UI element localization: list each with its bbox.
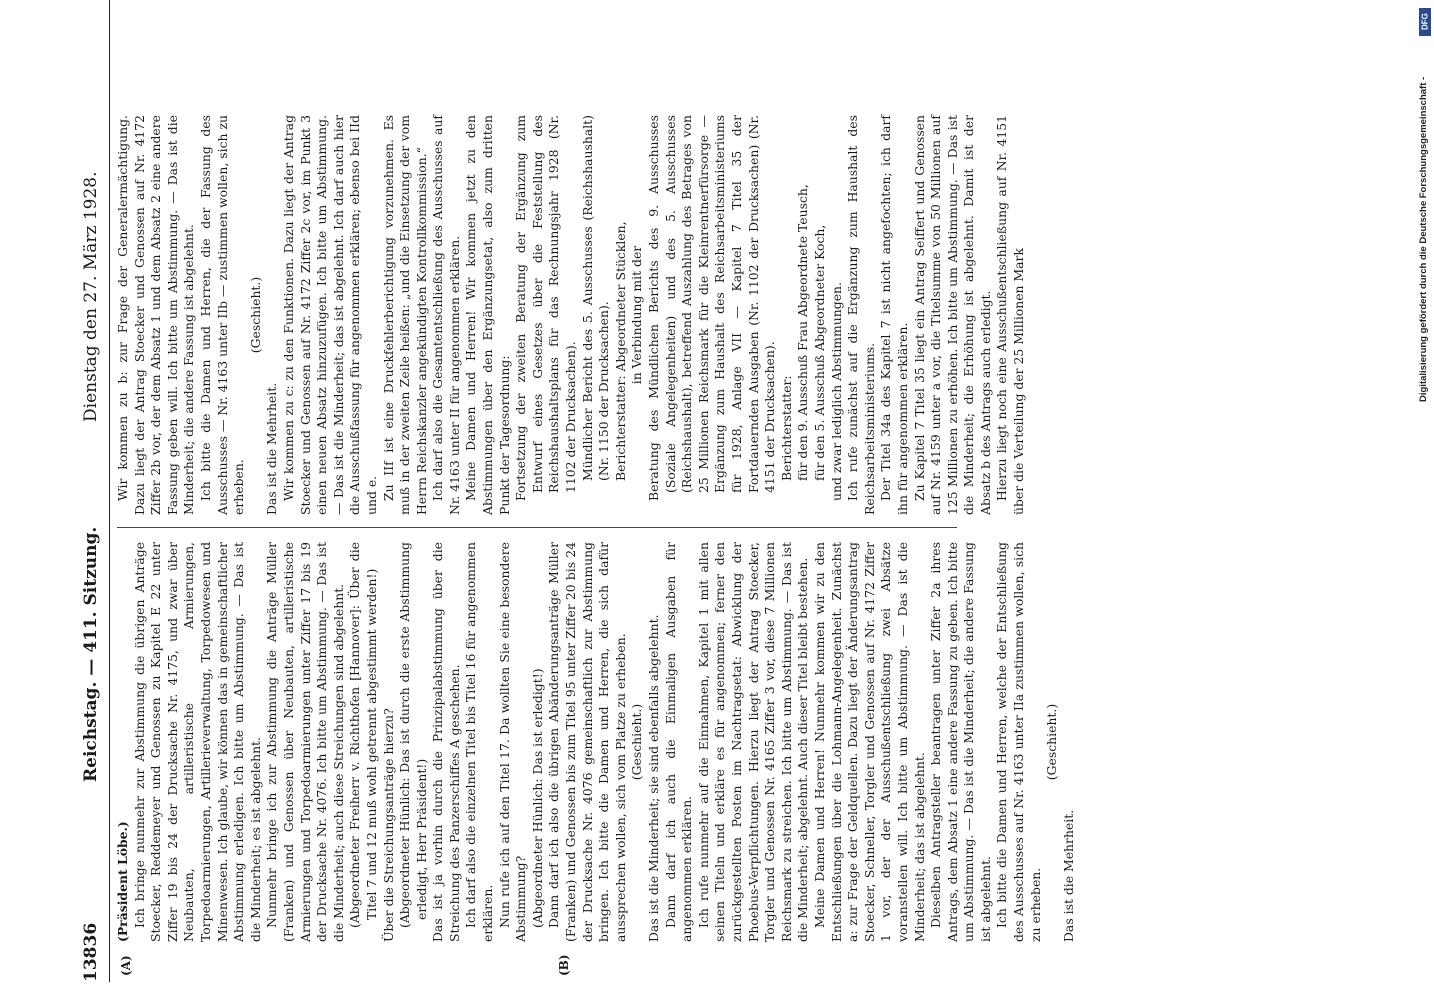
dfg-logo-badge: DFG <box>1419 8 1431 36</box>
paragraph: (Präsident Löbe.) <box>115 821 130 942</box>
paragraph: Ich bitte die Damen und Herren, die der Fassung des Ausschusses — Nr. 4163 unter IIb — zustimmen wollen, sich zu erheben. <box>197 115 247 515</box>
page-number: 13836 <box>81 922 101 982</box>
paragraph: Meine Damen und Herren! Wir kommen jetzt zu den Abstimmungen über den Ergänzungsetat, also zum dritten Punkt der Tagesordnung: <box>463 115 512 515</box>
paragraph: Zu IIf ist eine Druckfehlerberichtigung vorzunehmen. Es muß in der zweiten Zeile heißen: „und die Einsetzung der vom Herrn Reichskanzler angekündigten Kontrollkommission.“ <box>380 115 429 515</box>
paragraph: Berichterstatter: Abgeordneter Stücklen, <box>612 221 628 481</box>
text-column-right <box>115 115 1028 515</box>
paragraph: (Abgeordneter Freiherr v. Richthofen [Hannover]: Über die Titel 7 und 12 muß wohl getrennt abgestimmt werden!) <box>347 542 379 928</box>
paragraph: in Verbindung mit der <box>629 245 645 385</box>
paragraph: (Geschieht.) <box>629 703 645 781</box>
header-rule <box>109 0 110 982</box>
paragraph: Ich bringe nunmehr zur Abstimmung die übrigen Anträge Stoecker, Reddemeyer und Genossen zu Kapitel E 22 unter Ziffer 19 bis 24 der Drucksache Nr. 4175, und zwar über Neubauten, artilleristische Armierungen, Torpedoarmierungen, Artillerieverwaltung, Torpedowesen und Minenwesen. Ich glaube, wir können das in gemeinschaftlicher Abstimmung erledigen. Ich bitte um Abstimmung. — Das ist die Minderheit; es ist abgelehnt. <box>131 542 263 942</box>
paragraph: Fortsetzung der zweiten Beratung der Ergänzung zum Entwurf eines Gesetzes über die Feststellung des Reichshaushaltsplans für das Rechnungsjahr 1928 (Nr. 1102 der Drucksachen). <box>513 115 579 501</box>
paragraph: (Abgeordneter Hünlich: Das ist durch die erste Abstimmung erledigt, Herr Präsident!) <box>397 542 429 928</box>
paragraph: Über die Streichungsanträge hierzu? <box>380 708 396 942</box>
paragraph: für den 5. Ausschuß Abgeordneter Koch, <box>811 224 827 481</box>
paragraph: Ich rufe nunmehr auf die Einnahmen, Kapitel 1 mit allen seinen Titeln und erkläre es für angenommen; ferner den zurückgestellten Posten im Nachtragsetat: Abwicklung der Phoebus-Verpflichtungen. Hierzu liegt der Antrag Stoecker, Torgler und Genossen Nr. 4165 Ziffer 3 vor, diese 7 Millionen Reichsmark zu streichen. Ich bitte um Abstimmung. — Das ist die Minderheit; abgelehnt. Auch dieser Titel bleibt bestehen. <box>695 542 811 942</box>
paragraph: Ich darf also die Gesamtentschließung des Ausschusses auf Nr. 4163 unter II für angenommen erklären. <box>430 115 462 515</box>
paragraph: Nunmehr bringe ich zur Abstimmung die Anträge Müller (Franken) und Genossen über Neubauten, artilleristische Armierungen und Torpedoarmierungen unter Ziffer 17 bis 19 der Drucksache Nr. 4076. Ich bitte um Abstimmung. — Das ist die Minderheit; auch diese Streichungen sind abgelehnt. <box>264 542 346 942</box>
paragraph: für den 9. Ausschuß Frau Abgeordnete Teusch, <box>795 184 811 481</box>
paragraph: Ich bitte die Damen und Herren, welche der Entschließung des Ausschusses auf Nr. 4163 unter IIa zustimmen wollen, sich zu erheben. <box>994 542 1043 942</box>
paragraph: Das ist die Mehrheit. <box>264 382 280 515</box>
paragraph: (Abgeordneter Hünlich: Das ist erledigt!) <box>529 668 545 928</box>
session-date: Dienstag den 27. März 1928. <box>81 171 101 422</box>
paragraph: Wir kommen zu b: zur Frage der Generalermächtigung. Dazu liegt der Antrag Stoecker und Genossen auf Nr. 4172 Ziffer 2b vor, der dem Absatz 1 und dem Absatz 2 eine andere Fassung geben will. Ich bitte um Abstimmung. — Das ist die Minderheit; die andere Fassung ist abgelehnt. <box>115 115 197 515</box>
paragraph: Der Titel 34a des Kapitel 7 ist nicht angefochten; ich darf ihn für angenommen erklären. <box>878 115 910 515</box>
paragraph: Nun rufe ich auf den Titel 17. Da wollten Sie eine besondere Abstimmung? <box>496 542 529 942</box>
text-column-left <box>115 542 1077 942</box>
rotated-document-page <box>79 90 1319 990</box>
paragraph: (Geschieht.) <box>247 276 263 354</box>
paragraph: Wir kommen zu c: zu den Funktionen. Dazu liegt der Antrag Stoecker und Genossen auf Nr. 4172 Ziffer 2c vor, im Punkt 3 einen neuen Absatz hinzuzufügen. Ich bitte um Abstimmung. — Das ist die Minderheit; das ist abgelehnt. Ich darf auch hier die Ausschußfassung für angenommen erklären; ebenso bei IId und e. <box>280 115 379 515</box>
paragraph: Das ist ja vorhin durch die Prinzipalabstimmung über die Streichung des Panzerschiffes A geschehen. <box>430 542 462 942</box>
paragraph: Dann darf ich also die übrigen Abänderungsanträge Müller (Franken) und Genossen bis zum Titel 95 unter Ziffer 20 bis 24 der Drucksache Nr. 4076 gemeinschaftlich zur Abstimmung bringen. Ich bitte die Damen und Herren, die sich dafür aussprechen wollen, sich vom Platze zu erheben. <box>546 542 628 942</box>
paragraph: Das ist die Minderheit; sie sind ebenfalls abgelehnt. <box>646 614 661 942</box>
paragraph: Meine Damen und Herren! Nunmehr kommen wir zu den Entschließungen über die Lohmann-Angelegenheit. Zunächst a: zur Frage der Geldquellen. Dazu liegt der Änderungsantrag Stoecker, Schneller, Torgler und Genossen auf Nr. 4172 Ziffer 1 vor, der der Ausschußentschließung zwei Absätze voranstellen will. Ich bitte um Abstimmung. — Das ist die Minderheit; das ist abgelehnt. <box>811 542 927 942</box>
paragraph: Dann darf ich auch die Einmaligen Ausgaben für angenommen erklären. <box>662 542 695 942</box>
paragraph: Berichterstatter: <box>778 375 794 481</box>
paragraph: Ich rufe zunächst auf die Ergänzung zum Haushalt des Reichsarbeitsministeriums. <box>845 115 877 515</box>
paragraph: Mündlicher Bericht des 5. Ausschusses (Reichshaushalt) (Nr. 1150 der Drucksachen). <box>579 115 612 481</box>
page-header <box>79 102 107 982</box>
paragraph: und zwar lediglich Abstimmungen. <box>828 282 844 501</box>
digitization-sidebar <box>1418 8 1434 992</box>
paragraph: (Geschieht.) <box>1044 703 1060 781</box>
session-title: Reichstag. — 411. Sitzung. <box>81 526 101 782</box>
paragraph: Zu Kapitel 7 Titel 35 liegt ein Antrag Seiffert und Genossen auf Nr. 4159 unter a vor, die Titelsumme von 50 Millionen auf 125 Millionen zu erhöhen. Ich bitte um Abstimmung. — Das ist die Minderheit; die Erhöhung ist abgelehnt. Damit ist der Absatz b des Antrags auch erledigt. <box>911 115 993 515</box>
column-divider <box>117 527 957 528</box>
margin-marker-b: (B) <box>557 954 571 976</box>
paragraph: Ich darf also die einzelnen Titel bis Titel 16 für angenommen erklären. <box>463 542 496 942</box>
margin-marker-a: (A) <box>119 955 133 976</box>
paragraph: Hierzu liegt noch eine Ausschußentschließung auf Nr. 4151 über die Verteilung der 25 Millionen Mark <box>994 115 1027 515</box>
paragraph: Beratung des Mündlichen Berichts des 9. Ausschusses (Soziale Angelegenheiten) und des 5. Ausschusses (Reichshaushalt), betreffend Auszahlung des Betrages von 25 Millionen Reichsmark für die Kleinrentnerfürsorge — Ergänzung zum Haushalt des Reichsarbeitsministeriums für 1928, Anlage VII — Kapitel 7 Titel 35 der Fortdauernden Ausgaben (Nr. 1102 der Drucksachen) (Nr. 4151 der Drucksachen). <box>646 115 778 501</box>
funding-note: Digitalisierung gefördert durch die Deutsche Forschungsgemeinschaft - <box>1418 76 1429 402</box>
paragraph: Dieselben Antragsteller beantragen unter Ziffer 2a ihres Antrags, dem Absatz 1 eine andere Fassung zu geben. Ich bitte um Abstimmung. — Das ist die Minderheit; die andere Fassung ist abgelehnt. <box>928 542 993 942</box>
paragraph: Das ist die Mehrheit. <box>1060 809 1076 942</box>
